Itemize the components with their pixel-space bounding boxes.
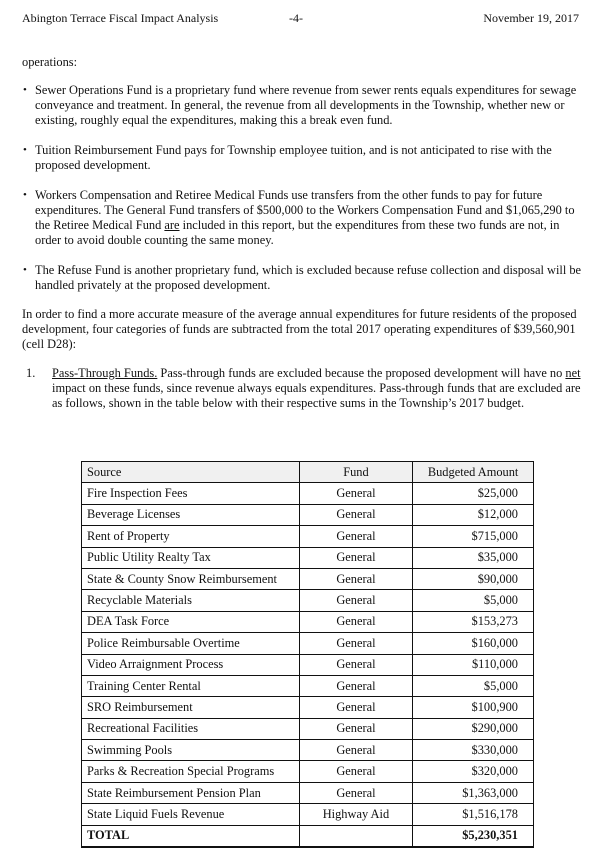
bullet-icon: • bbox=[23, 84, 27, 96]
cell-budgeted-amount: $153,273 bbox=[413, 611, 534, 632]
table-row bbox=[82, 718, 534, 739]
table-row bbox=[82, 568, 534, 589]
bullet-text bbox=[35, 188, 575, 247]
pass-through-funds-table bbox=[81, 461, 534, 848]
bullet-text: Tuition Reimbursement Fund pays for Township employee tuition, and is not anticipated to rise with the proposed development. bbox=[35, 143, 552, 172]
total-amount: $5,230,351 bbox=[413, 825, 534, 847]
page-header bbox=[22, 11, 579, 27]
cell-fund: General bbox=[299, 568, 413, 589]
cell-budgeted-amount: $320,000 bbox=[413, 761, 534, 782]
table-row bbox=[82, 483, 534, 504]
cell-fund: General bbox=[299, 633, 413, 654]
total-fund bbox=[299, 825, 413, 847]
cell-fund: General bbox=[299, 718, 413, 739]
underlined-word: are bbox=[164, 218, 180, 232]
cell-source: Police Reimbursable Overtime bbox=[82, 633, 300, 654]
cell-budgeted-amount: $5,000 bbox=[413, 590, 534, 611]
column-header-fund: Fund bbox=[299, 462, 413, 483]
cell-source: Rent of Property bbox=[82, 526, 300, 547]
intro-text: operations: bbox=[22, 55, 78, 69]
cell-fund: General bbox=[299, 504, 413, 525]
cell-source: Fire Inspection Fees bbox=[82, 483, 300, 504]
cell-source: Training Center Rental bbox=[82, 675, 300, 696]
cell-fund: General bbox=[299, 611, 413, 632]
cell-budgeted-amount: $100,900 bbox=[413, 697, 534, 718]
cell-budgeted-amount: $5,000 bbox=[413, 675, 534, 696]
cell-fund: General bbox=[299, 483, 413, 504]
cell-source: SRO Reimbursement bbox=[82, 697, 300, 718]
cell-budgeted-amount: $290,000 bbox=[413, 718, 534, 739]
page-number: -4- bbox=[289, 11, 303, 25]
table-row bbox=[82, 740, 534, 761]
bullet-icon: • bbox=[23, 189, 27, 201]
table-row bbox=[82, 590, 534, 611]
cell-source: Beverage Licenses bbox=[82, 504, 300, 525]
cell-source: Public Utility Realty Tax bbox=[82, 547, 300, 568]
item-text-part: impact on these funds, since revenue always equals expenditures. Pass-through funds that are excluded are as follows, shown in the table below with their respective sums in the Township’s 2017 budget. bbox=[52, 381, 581, 410]
cell-fund: General bbox=[299, 526, 413, 547]
cell-budgeted-amount: $330,000 bbox=[413, 740, 534, 761]
table-row bbox=[82, 782, 534, 803]
cell-fund: General bbox=[299, 740, 413, 761]
cell-budgeted-amount: $25,000 bbox=[413, 483, 534, 504]
cell-source: State Liquid Fuels Revenue bbox=[82, 804, 300, 825]
cell-budgeted-amount: $12,000 bbox=[413, 504, 534, 525]
cell-fund: General bbox=[299, 782, 413, 803]
cell-source: Video Arraignment Process bbox=[82, 654, 300, 675]
bullet-icon: • bbox=[23, 264, 27, 276]
bullet-text: The Refuse Fund is another proprietary fund, which is excluded because refuse collection and disposal will be handled privately at the proposed development. bbox=[35, 263, 582, 292]
bullet-text-part: Workers Compensation and Retiree Medical Funds use transfers from the other funds to pay for future expenditures. The General Fund transfers of $500,000 to the Workers Compensation Fund and $1,065,290 to the Retiree Medical Fund bbox=[35, 188, 575, 232]
table-row bbox=[82, 697, 534, 718]
cell-fund: General bbox=[299, 590, 413, 611]
cell-budgeted-amount: $715,000 bbox=[413, 526, 534, 547]
list-item-refuse-fund bbox=[22, 263, 588, 293]
cell-budgeted-amount: $160,000 bbox=[413, 633, 534, 654]
table-row bbox=[82, 633, 534, 654]
cell-budgeted-amount: $35,000 bbox=[413, 547, 534, 568]
table-body bbox=[82, 483, 534, 825]
cell-fund: Highway Aid bbox=[299, 804, 413, 825]
page-body bbox=[22, 55, 588, 411]
cell-source: DEA Task Force bbox=[82, 611, 300, 632]
categories-list bbox=[22, 366, 588, 411]
cell-budgeted-amount: $110,000 bbox=[413, 654, 534, 675]
total-label: TOTAL bbox=[82, 825, 300, 847]
bullet-icon: • bbox=[23, 144, 27, 156]
table-row bbox=[82, 654, 534, 675]
cell-budgeted-amount: $1,516,178 bbox=[413, 804, 534, 825]
item-text bbox=[52, 366, 581, 410]
list-item-sewer-operations bbox=[22, 83, 588, 128]
list-item-pass-through-funds bbox=[22, 366, 588, 411]
column-header-budgeted-amount: Budgeted Amount bbox=[413, 462, 534, 483]
document-date: November 19, 2017 bbox=[483, 11, 579, 25]
underlined-word: net bbox=[565, 366, 581, 380]
list-item-workers-comp-retiree-medical bbox=[22, 188, 588, 248]
document-title: Abington Terrace Fiscal Impact Analysis bbox=[22, 11, 219, 25]
item-number: 1. bbox=[26, 366, 36, 380]
list-item-tuition-reimbursement bbox=[22, 143, 588, 173]
cell-source: Parks & Recreation Special Programs bbox=[82, 761, 300, 782]
table-header-row bbox=[82, 462, 534, 483]
cell-source: Swimming Pools bbox=[82, 740, 300, 761]
cell-budgeted-amount: $90,000 bbox=[413, 568, 534, 589]
excluded-funds-list bbox=[22, 83, 588, 293]
item-heading: Pass-Through Funds. bbox=[52, 366, 158, 380]
cell-source: State & County Snow Reimbursement bbox=[82, 568, 300, 589]
table-total-row bbox=[82, 825, 534, 847]
cell-budgeted-amount: $1,363,000 bbox=[413, 782, 534, 803]
table-row bbox=[82, 675, 534, 696]
column-header-source: Source bbox=[82, 462, 300, 483]
cell-source: State Reimbursement Pension Plan bbox=[82, 782, 300, 803]
table-row bbox=[82, 547, 534, 568]
cell-source: Recreational Facilities bbox=[82, 718, 300, 739]
cell-fund: General bbox=[299, 697, 413, 718]
cell-fund: General bbox=[299, 547, 413, 568]
table-row bbox=[82, 611, 534, 632]
table-row bbox=[82, 526, 534, 547]
table-row bbox=[82, 504, 534, 525]
cell-fund: General bbox=[299, 675, 413, 696]
bullet-text-part: included in this report, but the expenditures from these two funds are not, in order to avoid double counting the same money. bbox=[35, 218, 560, 247]
body-paragraph: In order to find a more accurate measure of the average annual expenditures for future residents of the proposed development, four categories of funds are subtracted from the total 2017 operating expenditures of $39,560,901 (cell D28): bbox=[22, 307, 577, 351]
table-row bbox=[82, 761, 534, 782]
cell-source: Recyclable Materials bbox=[82, 590, 300, 611]
table-row bbox=[82, 804, 534, 825]
bullet-text: Sewer Operations Fund is a proprietary fund where revenue from sewer rents equals expenditures for sewage conveyance and treatment. In general, the revenue from all developments in the Township, whether new or existing, roughly equal the expenditures, making this a break even fund. bbox=[35, 83, 577, 127]
cell-fund: General bbox=[299, 654, 413, 675]
item-text-part: Pass-through funds are excluded because the proposed development will have no bbox=[157, 366, 566, 380]
cell-fund: General bbox=[299, 761, 413, 782]
